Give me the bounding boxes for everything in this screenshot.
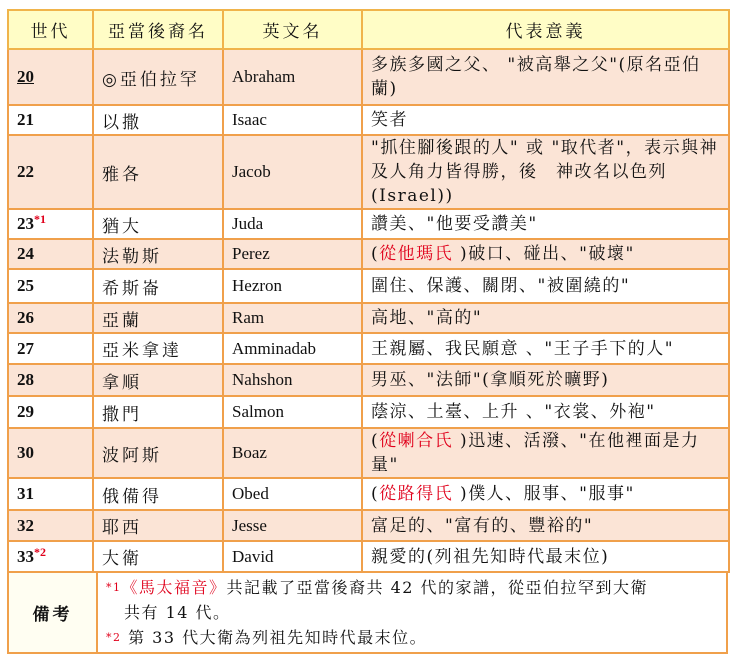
descendant-name: 猶大 (93, 209, 223, 239)
descendant-name: 耶西 (93, 510, 223, 541)
generation-cell (8, 541, 93, 572)
english-name: Salmon (223, 396, 362, 428)
note-1 (106, 575, 718, 600)
table-row (8, 428, 729, 478)
generation-cell (8, 478, 93, 510)
note-2 (106, 625, 718, 650)
meaning-text: 僕人、服事、"服事" (468, 484, 635, 504)
generation-cell (8, 209, 93, 239)
generation-cell (8, 105, 93, 135)
meaning-text: 迅速、活潑、"在他裡面是力量" (371, 431, 700, 475)
generation-number: 24 (17, 244, 34, 263)
meaning-cell (362, 209, 729, 239)
generation-number: 27 (17, 338, 34, 358)
descendant-name: 亞蘭 (93, 303, 223, 333)
meaning-text: 讚美、"他要受讚美" (371, 214, 538, 234)
header-generation: 世代 (8, 10, 93, 49)
table-row (8, 269, 729, 303)
generation-cell (8, 269, 93, 303)
notes-label: 備考 (8, 572, 97, 653)
meaning-text: 王親屬、我民願意 、"王子手下的人" (371, 338, 675, 359)
meaning-text: 破口、碰出、"破壞" (468, 244, 635, 264)
table-row (8, 478, 729, 510)
generation-number: 28 (17, 370, 34, 389)
table-row (8, 239, 729, 269)
meaning-cell (362, 541, 729, 572)
generation-number: 26 (17, 308, 34, 327)
english-name: Perez (223, 239, 362, 269)
note-1-continued: 共有 14 代。 (124, 603, 231, 622)
english-name: Jacob (223, 135, 362, 209)
generation-cell (8, 239, 93, 269)
mother-lineage: 從喇合氏 (379, 431, 454, 451)
meaning-text: 富足的、"富有的、豐裕的" (371, 515, 594, 536)
header-row (8, 10, 729, 49)
table-row (8, 135, 729, 209)
meaning-cell (362, 105, 729, 135)
english-name: Abraham (223, 49, 362, 105)
generation-number: 23 (17, 214, 34, 233)
descendant-name: 雅各 (93, 135, 223, 209)
english-name: Obed (223, 478, 362, 510)
descendant-name: 拿順 (93, 364, 223, 396)
generation-cell (8, 364, 93, 396)
meaning-text: 高地、"高的" (371, 308, 483, 328)
generation-cell (8, 396, 93, 428)
meaning-cell: (從喇合氏 )迅速、活潑、"在他裡面是力量" (362, 428, 729, 478)
descendant-name: 撒門 (93, 396, 223, 428)
meaning-text: 笑者 (371, 110, 408, 130)
english-name: Ram (223, 303, 362, 333)
genealogy-table (7, 9, 730, 573)
table-row (8, 333, 729, 364)
table-row (8, 396, 729, 428)
meaning-text: 親愛的(列祖先知時代最末位) (371, 546, 610, 567)
mother-lineage: 從路得氏 (379, 484, 454, 504)
descendant-name: 亞米拿達 (93, 333, 223, 364)
english-name: Isaac (223, 105, 362, 135)
generation-number: 20 (17, 67, 34, 86)
generation-cell (8, 428, 93, 478)
meaning-text: 蔭涼、土臺、上升 、"衣裳、外袍" (371, 402, 656, 422)
generation-number: 31 (17, 484, 34, 503)
generation-number: 29 (17, 402, 34, 421)
descendant-name: 以撒 (93, 105, 223, 135)
descendant-name: 波阿斯 (93, 428, 223, 478)
meaning-text: "抓住腳後跟的人" 或 "取代者"，表示與神及人角力皆得勝，後 神改名以色列(Israel)) (371, 138, 719, 206)
table-row (8, 209, 729, 239)
meaning-cell (362, 269, 729, 303)
header-english-name: 英文名 (223, 10, 362, 49)
note-2-text: 第 33 代大衛為列祖先知時代最末位。 (128, 628, 428, 647)
meaning-cell: (從他瑪氏 )破口、碰出、"破壞" (362, 239, 729, 269)
meaning-cell (362, 510, 729, 541)
table-row (8, 303, 729, 333)
descendant-name: 大衛 (93, 541, 223, 572)
table-row (8, 541, 729, 572)
header-descendant-name: 亞當後裔名 (93, 10, 223, 49)
english-name: Amminadab (223, 333, 362, 364)
english-name: Hezron (223, 269, 362, 303)
note-2-mark: *2 (106, 631, 122, 644)
generation-cell (8, 333, 93, 364)
generation-number: 22 (17, 162, 34, 181)
meaning-cell (362, 49, 729, 105)
meaning-text: 圍住、保護、關閉、"被圍繞的" (371, 276, 631, 296)
header-meaning: 代表意義 (362, 10, 729, 49)
english-name: Juda (223, 209, 362, 239)
generation-number: 33 (17, 546, 34, 566)
note-1-text: 共記載了亞當後裔共 42 代的家譜，從亞伯拉罕到大衛 (226, 578, 649, 597)
descendant-name: 法勒斯 (93, 239, 223, 269)
footnote-mark: *2 (34, 544, 46, 559)
table-row (8, 49, 729, 105)
descendant-name: 希斯崙 (93, 269, 223, 303)
table-row (8, 105, 729, 135)
generation-number: 21 (17, 110, 34, 129)
notes-body (97, 572, 727, 653)
note-1-mark: *1 (106, 581, 122, 594)
descendant-name: ◎亞伯拉罕 (93, 49, 223, 105)
footnote-mark: *1 (34, 212, 46, 226)
meaning-cell: (從路得氏 )僕人、服事、"服事" (362, 478, 729, 510)
english-name: Nahshon (223, 364, 362, 396)
generation-number: 25 (17, 276, 34, 295)
meaning-text: 男巫、"法師"(拿順死於曠野) (371, 370, 610, 390)
table-row (8, 510, 729, 541)
generation-cell (8, 303, 93, 333)
english-name: Boaz (223, 428, 362, 478)
english-name: David (223, 541, 362, 572)
meaning-cell (362, 333, 729, 364)
meaning-text: 多族多國之父、 "被高舉之父"(原名亞伯蘭) (371, 55, 701, 99)
generation-cell (8, 49, 93, 105)
generation-number: 30 (17, 443, 34, 462)
meaning-cell (362, 135, 729, 209)
english-name: Jesse (223, 510, 362, 541)
generation-cell (8, 135, 93, 209)
table-row (8, 364, 729, 396)
note-1-book: 《馬太福音》 (121, 578, 227, 597)
meaning-cell (362, 396, 729, 428)
descendant-name: 俄備得 (93, 478, 223, 510)
meaning-cell (362, 303, 729, 333)
notes-table (7, 571, 728, 654)
generation-number: 32 (17, 515, 34, 535)
generation-cell (8, 510, 93, 541)
meaning-cell (362, 364, 729, 396)
mother-lineage: 從他瑪氏 (379, 244, 454, 264)
